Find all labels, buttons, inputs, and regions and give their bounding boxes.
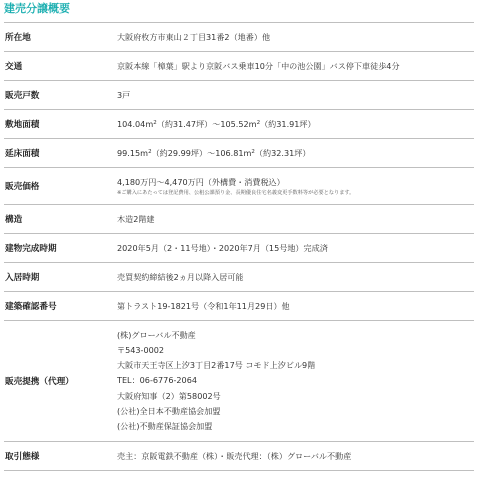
row-value-structure: 木造2階建 <box>117 214 155 224</box>
row-label-move-in: 入居時期 <box>5 273 40 283</box>
row-value-completion: 2020年5月（2・11号地）・2020年7月（15号地）完成済 <box>117 243 328 253</box>
row-label-price: 販売価格 <box>5 182 40 192</box>
table-row-price <box>4 168 474 205</box>
row-label-structure: 構造 <box>5 215 23 225</box>
row-value-floor-area: $99.15m^2$（約29.99坪）$\sim 106.81m^2$（約32.31坪） <box>117 148 311 158</box>
price-note: ※ご購入にあたっては登記費用、公租公課預り金、長期優良住宅名義変更手数料等が必要となります。 <box>117 190 355 196</box>
row-value-access: 京阪本線「樟葉」駅より京阪バス乗車10分「中の池公園」バス停下車徒歩4分 <box>117 61 400 71</box>
table-row-completion <box>4 234 474 263</box>
row-label-completion: 建物完成時期 <box>5 244 57 254</box>
table-row-transaction-type <box>4 442 474 471</box>
row-value-land-area: $104.04m^2$（約31.47坪）$\sim 105.52m^2$（約31.91坪） <box>117 119 316 129</box>
row-label-confirmation-number: 建築確認番号 <box>5 302 57 312</box>
row-label-location: 所在地 <box>5 33 31 43</box>
agent-phone: TEL：06-6776-2064 <box>117 375 197 386</box>
table-row-units <box>4 81 474 110</box>
row-value-move-in: 売買契約締結後2ヵ月以降入居可能 <box>117 272 244 282</box>
table-row-sales-agent <box>4 321 474 442</box>
row-label-transaction-type: 取引態様 <box>5 452 40 462</box>
row-value-location: 大阪府枚方市東山２丁目31番2（地番）他 <box>117 32 271 42</box>
table-row-floor-area <box>4 139 474 168</box>
row-label-floor-area: 延床面積 <box>5 149 40 159</box>
row-value-units: 3戸 <box>117 90 131 100</box>
agent-postal-code: 〒543-0002 <box>117 344 165 355</box>
row-label-units: 販売戸数 <box>5 91 40 101</box>
row-label-land-area: 敷地面積 <box>5 120 40 130</box>
price-range: 4,180万円～4,470万円（外構費・消費税込） <box>117 177 285 187</box>
property-overview-table <box>4 22 474 471</box>
table-row-access <box>4 52 474 81</box>
agent-license: 大阪府知事（2）第58002号 <box>117 390 221 401</box>
table-row-confirmation-number <box>4 292 474 321</box>
row-value-transaction-type: 売主：京阪電鉄不動産（株）・販売代理：（株）グローバル不動産 <box>117 451 352 461</box>
section-title: 建売分譲概要 <box>4 2 70 15</box>
agent-company: (株)グローバル不動産 <box>117 329 196 340</box>
agent-association-2: (公社)不動産保証協会加盟 <box>117 421 213 431</box>
row-label-sales-agent: 販売提携（代理） <box>5 377 74 387</box>
agent-address: 大阪市天王寺区上汐3丁目2番17号 コモド上汐ビル9階 <box>117 360 316 371</box>
row-value-sales-agent <box>117 321 474 441</box>
table-row-location <box>4 23 474 52</box>
table-row-structure <box>4 205 474 234</box>
agent-association-1: (公社)全日本不動産協会加盟 <box>117 405 221 416</box>
row-value-price <box>117 168 474 204</box>
table-row-move-in <box>4 263 474 292</box>
row-label-access: 交通 <box>5 62 23 72</box>
table-row-land-area <box>4 110 474 139</box>
row-value-confirmation-number: 第トラスト19-1821号（令和1年11月29日）他 <box>117 301 290 311</box>
